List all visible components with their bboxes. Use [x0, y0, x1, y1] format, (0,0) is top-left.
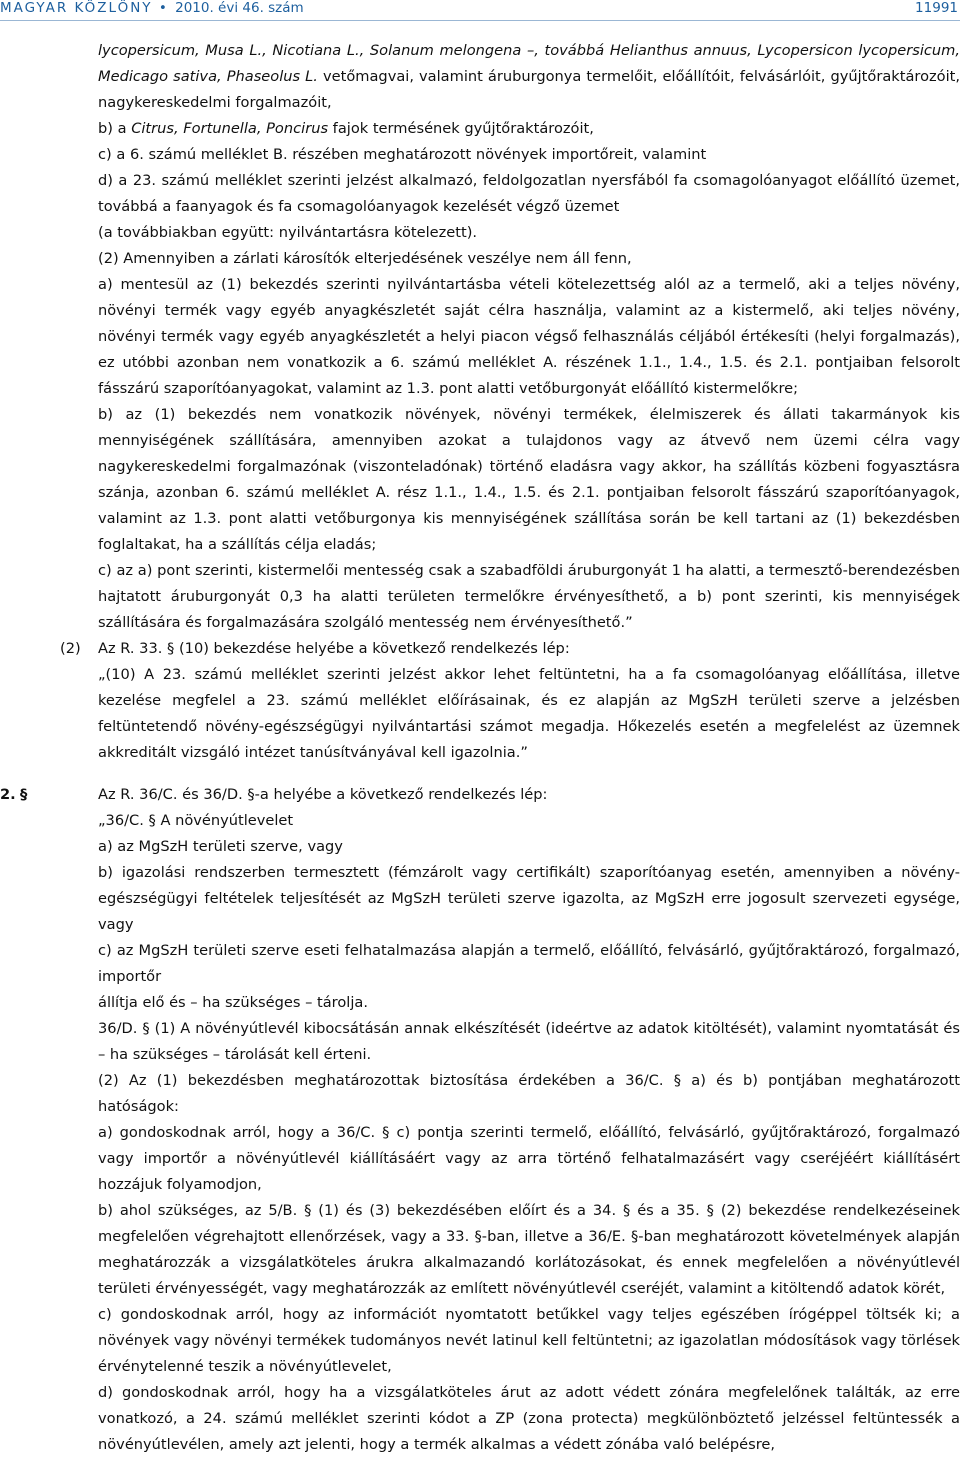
paragraph-36d-2: (2) Az (1) bekezdésben meghatározottak biztosítása érdekében a 36/C. § a) és b) pontjában meghatározott hatóságok: [98, 1072, 960, 1115]
subsection-2-label: (2) [60, 640, 81, 657]
subsection-2-text: Az R. 33. § (10) bekezdése helyébe a következő rendelkezés lép: [98, 640, 570, 657]
item-36d-c: c) gondoskodnak arról, hogy az információt nyomtatott betűkkel vagy teljes egészében írógéppel töltsék ki; a növények vagy növényi termékek tudományos nevét latinul kell feltüntetni; az igazolatlan módosítások vagy törlések érvénytelenné teszik a növényútlevelet, [98, 1306, 960, 1375]
item-d-continuation: (a továbbiakban együtt: nyilvántartásra kötelezett). [98, 224, 478, 241]
paragraph-2-intro: (2) Amennyiben a zárlati károsítók elterjedésének veszélye nem áll fenn, [98, 250, 632, 267]
item-b-citrus [0, 116, 960, 142]
item-36d-a: a) gondoskodnak arról, hogy a 36/C. § c) pontja szerinti termelő, előállító, felvásárló, gyűjtőraktározó, forgalmazó vagy importőr a növényútlevél kiállításáért vagy az arra történő felhatalmazásért vagy cseréjéért kiállításért hozzájuk folyamodjon, [98, 1124, 960, 1193]
item-36c-c: c) az MgSzH területi szerve eseti felhatalmazása alapján a termelő, előállító, felvásárló, gyűjtőraktározó, forgalmazó, importőr [98, 942, 960, 985]
item-36d-b: b) ahol szükséges, az 5/B. § (1) és (3) bekezdésében előírt és a 34. § és a 35. § (2) bekezdése rendelkezéseinek megfelelően végrehajtott ellenőrzések, vagy a 33. §-ban, illetve a 36/E. §-ban meghatározott követelmények alapján meghatározzák a vizsgálatköteles árukra alkalmazandó korlátozásokat, és ennek megfelelően a növényútlevél területi érvényességét, vagy meghatározzák az említett növényútlevél cseréjét, valamint a kitöltendő adatok körét, [98, 1202, 960, 1297]
publication-title: MAGYAR KÖZLÖNY [0, 0, 153, 16]
paragraph-species-list [0, 38, 960, 116]
header-bullet: • [158, 0, 169, 16]
year-issue: 2010. évi 46. szám [175, 0, 304, 16]
section-2-text: Az R. 36/C. és 36/D. §-a helyébe a következő rendelkezés lép: [98, 786, 548, 803]
item-b-rest: fajok termésének gyűjtőraktározóit, [328, 120, 594, 137]
species-list-rest: vetőmagvai, valamint áruburgonya termelőit, előállítóit, felvásárlóit, gyűjtőraktározóit, nagykereskedelmi forgalmazóit, [98, 68, 960, 111]
header-publication-line [0, 0, 304, 16]
species-list-italic: lycopersicum, Musa L., Nicotiana L., Solanum melongena –, továbbá Helianthus annuus, Lycopersicon lycopersicum, Medicago sativa, Phaseolus L. [98, 42, 960, 85]
paragraph-36d-1: 36/D. § (1) A növényútlevél kibocsátásán annak elkészítését (ideértve az adatok kitöltését), valamint nyomtatását és – ha szükséges – tárolását kell érteni. [98, 1020, 960, 1063]
section-2-heading [0, 782, 960, 808]
item-36c-b: b) igazolási rendszerben termesztett (fémzárolt vagy certifikált) szaporítóanyag esetén, amennyiben a növény-egészségügyi feltételek teljesítését az MgSzH területi szerve igazolta, az MgSzH erre jogosult szervezeti egysége, vagy [98, 864, 960, 933]
section-number: 2. [0, 786, 16, 803]
page-body [0, 38, 960, 1458]
header-rule [0, 20, 960, 21]
item-36d-d: d) gondoskodnak arról, hogy ha a vizsgálatköteles árut az adott védett zónára megfelelőnek találták, az erre vonatkozó, a 24. számú melléklet szerinti kódot a ZP (zona protecta) megkülönböztető jelzéssel feltüntessék a növényútlevélen, amely azt jelenti, hogy a termék alkalmas a védett zónába való belépésre, [98, 1384, 960, 1453]
species-list-text [98, 42, 960, 111]
item-b-italic-genera: Citrus, Fortunella, Poncirus [131, 120, 329, 137]
section-symbol: § [20, 786, 28, 803]
paragraph-2-c: c) az a) pont szerinti, kistermelői mentesség csak a szabadföldi áruburgonyát 1 ha alatti, a termesztő-berendezésben hajtatott áruburgonyát 0,3 ha alatti területen termelőkre érvényesíthető, a b) pont szerinti, kis mennyiségek szállítására és forgalmazására szolgáló mentesség nem érvényesíthető.” [98, 562, 960, 631]
subsection-2 [0, 636, 960, 662]
item-d-packaging: d) a 23. számú melléklet szerinti jelzést alkalmazó, feldolgozatlan nyersfából fa csomagolóanyagot előállító üzemet, továbbá a faanyagok és fa csomagolóanyagok kezelését végző üzemet [98, 172, 960, 215]
item-c-importers: c) a 6. számú melléklet B. részében meghatározott növények importőreit, valamint [98, 146, 707, 163]
item-36c-closing: állítja elő és – ha szükséges – tárolja. [98, 994, 368, 1011]
section-gap [0, 766, 960, 782]
paragraph-2-a: a) mentesül az (1) bekezdés szerinti nyilvántartásba vételi kötelezettség alól az a termelő, aki a teljes növény, növényi termék vagy egyéb anyagkészletét saját célra használja, valamint az a kistermelő, aki teljes növény, növényi termék vagy egyéb anyagkészletét a helyi piacon végső felhasználás céljából értékesíti (helyi forgalmazás), ez utóbbi azonban nem vonatkozik a 6. számú melléklet A. részének 1.1., 1.4., 1.5. és 2.1. pontjaiban felsorolt fásszárú szaporítóanyagokat, valamint az 1.3. pont alatti vetőburgonyát előállító kistermelőkre; [98, 276, 960, 397]
item-b-label: b) a [98, 120, 132, 137]
paragraph-2-b: b) az (1) bekezdés nem vonatkozik növények, növényi termékek, élelmiszerek és állati takarmányok kis mennyiségének szállítására, amennyiben azokat a tulajdonos vagy az átvevő nem üzemi célra vagy nagykereskedelmi forgalmazónak (viszonteladónak) történő eladásra vagy akkor, ha szállítás közbeni fogyasztásra szánja, azonban 6. számú melléklet A. rész 1.1., 1.4., 1.5. és 2.1. pontjaiban felsorolt fásszárú szaporítóanyagok, valamint az 1.3. pont alatti vetőburgonya kis mennyiségének szállítása során be kell tartani az (1) bekezdésben foglaltakat, ha a szállítás célja eladás; [98, 406, 960, 553]
quote-36c-intro: „36/C. § A növényútlevelet [98, 812, 294, 829]
page-header [0, 0, 960, 20]
item-36c-a: a) az MgSzH területi szerve, vagy [98, 838, 343, 855]
subsection-2-quote: „(10) A 23. számú melléklet szerinti jelzést akkor lehet feltüntetni, ha a fa csomagolóanyag előállítása, illetve kezelése megfelel a 23. számú melléklet előírásainak, és ez alapján az MgSzH területi szerve a jelzésben feltüntetendő növény-egészségügyi nyilvántartási számot megadja. Hőkezelés esetén a megfelelést az üzemnek akkreditált vizsgáló intézet tanúsítványával kell igazolnia.” [98, 666, 960, 761]
page-number: 11991 [915, 0, 958, 16]
